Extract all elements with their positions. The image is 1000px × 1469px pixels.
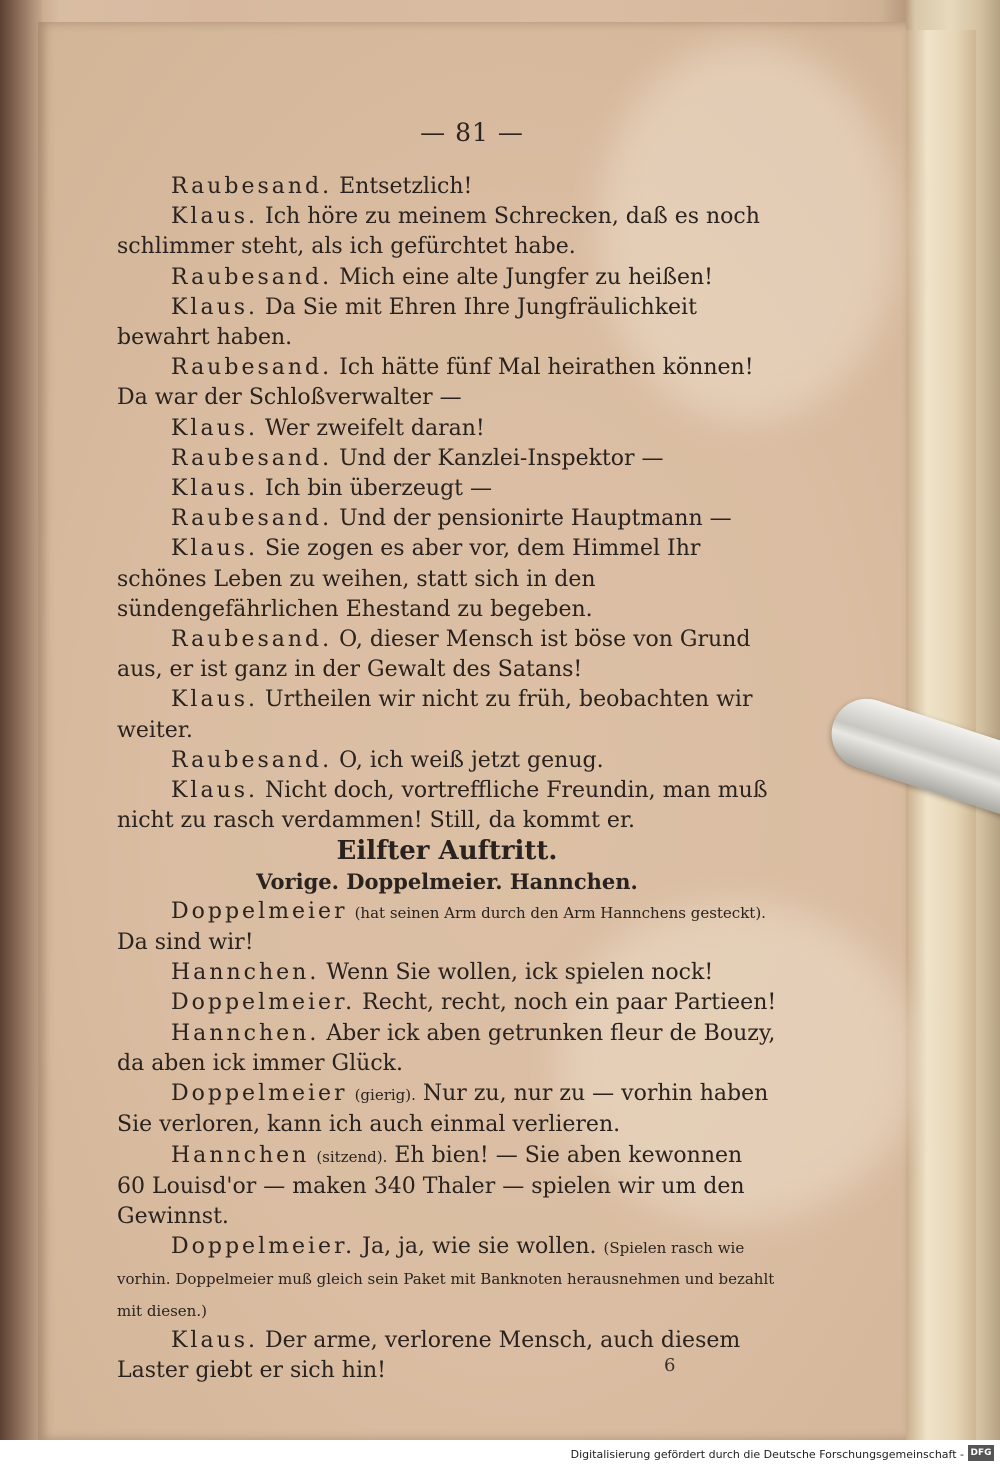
dialogue-line: Raubesand. Entsetzlich! <box>171 174 473 199</box>
dialogue-line: Klaus. Da Sie mit Ehren Ihre Jungfräulichkeit bewahrt haben. <box>117 294 697 351</box>
dialogue-line: Raubesand. Und der pensionirte Hauptmann — <box>171 506 732 532</box>
dialogue-line: Doppelmeier. Recht, recht, noch ein paar Partieen! <box>171 990 777 1016</box>
dialogue-line: Doppelmeier (gierig). Nur zu, nur zu — vorhin haben Sie verloren, kann ich auch einmal verlieren. <box>117 1081 769 1138</box>
dialogue-line: Doppelmeier (hat seinen Arm durch den Arm Hannchens gesteckt). Da sind wir! <box>117 898 766 956</box>
dialogue-line: Hannchen. Wenn Sie wollen, ick spielen nock! <box>171 960 714 986</box>
dialogue-line: Klaus. Ich bin überzeugt — <box>171 476 492 502</box>
page-text <box>117 172 777 1386</box>
dialogue-line: Klaus. Der arme, verlorene Mensch, auch diesem Laster giebt er sich hin! <box>117 1327 741 1383</box>
dialogue-line: Raubesand. Und der Kanzlei-Inspektor — <box>171 445 664 471</box>
dialogue-line: Doppelmeier. Ja, ja, wie sie wollen. (Spielen rasch wie vorhin. Doppelmeier muß gleich sein Paket mit Banknoten herausnehmen und bezahlt mit diesen.) <box>117 1234 775 1320</box>
dialogue-line: Raubesand. O, ich weiß jetzt genug. <box>171 747 604 773</box>
dialogue-line: Raubesand. O, dieser Mensch ist böse von Grund aus, er ist ganz in der Gewalt des Satans! <box>117 627 751 683</box>
left-page-edge <box>0 0 42 1440</box>
dialogue-line: Klaus. Sie zogen es aber vor, dem Himmel Ihr schönes Leben zu weihen, statt sich in den sündengefährlichen Ehestand zu begeben. <box>117 536 701 622</box>
funding-notice: Digitalisierung gefördert durch die Deutsche Forschungsgemeinschaft - <box>570 1448 964 1461</box>
dialogue-line: Klaus. Urtheilen wir nicht zu früh, beobachten wir weiter. <box>117 687 753 743</box>
scene-heading: Eilfter Auftritt. <box>336 836 558 867</box>
footer-bar <box>0 1440 1000 1469</box>
dialogue-line: Klaus. Nicht doch, vortreffliche Freundin, man muß nicht zu rasch verdammen! Still, da kommt er. <box>117 778 768 834</box>
book-page <box>38 22 906 1440</box>
signature-mark: 6 <box>664 1355 676 1376</box>
dfg-logo: DFG <box>968 1445 994 1461</box>
page-number: — 81 — <box>420 118 524 147</box>
dialogue-line: Hannchen (sitzend). Eh bien! — Sie aben kewonnen 60 Louisd'or — maken 340 Thaler — spielen wir um den Gewinnst. <box>117 1142 745 1229</box>
dialogue-line: Klaus. Wer zweifelt daran! <box>171 415 485 441</box>
scene-cast: Vorige. Doppelmeier. Hannchen. <box>256 868 638 894</box>
dialogue-line: Hannchen. Aber ick aben getrunken fleur de Bouzy, da aben ick immer Glück. <box>117 1020 776 1076</box>
dialogue-line: Klaus. Ich höre zu meinem Schrecken, daß es noch schlimmer steht, als ich gefürchtet habe. <box>117 204 760 260</box>
dialogue-line: Raubesand. Ich hätte fünf Mal heirathen können! Da war der Schloßverwalter — <box>117 355 754 411</box>
dialogue-line: Raubesand. Mich eine alte Jungfer zu heißen! <box>171 264 714 290</box>
